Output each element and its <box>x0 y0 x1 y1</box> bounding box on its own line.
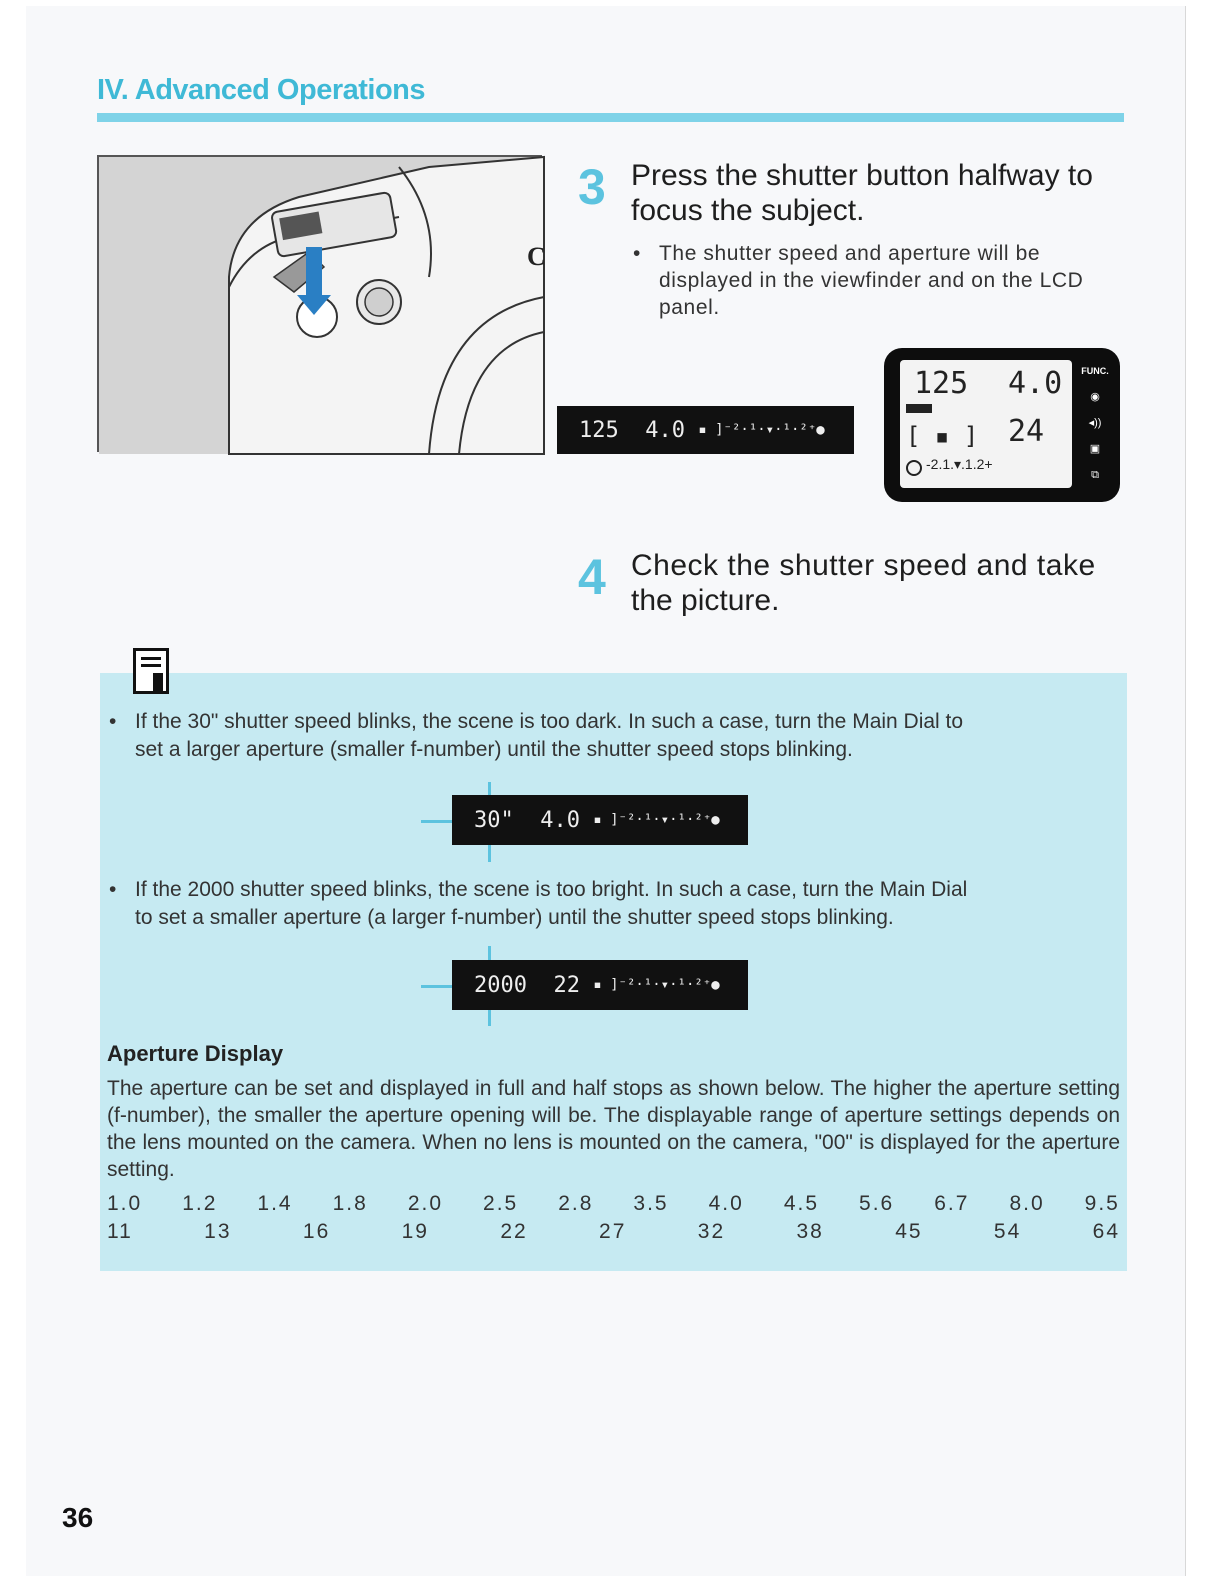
battery-icon <box>906 404 932 413</box>
film-icon: ▣ <box>1089 443 1101 455</box>
lcd-af-point: [ ▪ ] <box>906 422 979 450</box>
display-1-aperture: 4.0 <box>540 807 580 833</box>
aperture-value: 22 <box>500 1220 528 1243</box>
bullet-dot: • <box>109 878 117 901</box>
display-1-scale: ▪ ]⁻²·¹·▾·¹·²⁺● <box>593 812 720 828</box>
aperture-value: 3.5 <box>633 1192 669 1215</box>
viewfinder-display-bright <box>452 960 748 1010</box>
step-3-number: 3 <box>578 159 606 215</box>
aperture-value: 9.5 <box>1084 1192 1120 1215</box>
aperture-value: 38 <box>796 1220 824 1243</box>
aperture-value: 45 <box>895 1220 923 1243</box>
note-1-line2: set a larger aperture (smaller f-number) until the shutter speed stops blinking. <box>135 738 853 761</box>
aperture-value: 1.2 <box>182 1192 218 1215</box>
aperture-value: 19 <box>401 1220 429 1243</box>
note-2-line2: to set a smaller aperture (a larger f-number) until the shutter speed stops blinking. <box>135 906 894 929</box>
lcd-panel <box>884 348 1120 502</box>
lcd-scale: -2.1.▾.1.2+ <box>926 456 993 472</box>
lcd-frame-count: 24 <box>1008 414 1045 449</box>
func-label: FUNC. <box>1081 366 1109 376</box>
step-3-bullet-line3: panel. <box>659 296 720 319</box>
aperture-row-1 <box>107 1192 1120 1216</box>
redeye-icon: ◉ <box>1090 391 1100 403</box>
aperture-row-2 <box>107 1220 1120 1244</box>
note-1-line1: If the 30" shutter speed blinks, the scene is too dark. In such a case, turn the Main Dial to <box>135 710 964 733</box>
viewfinder-aperture: 4.0 <box>645 417 685 443</box>
step-3-heading-line1: Press the shutter button halfway to <box>631 159 1093 192</box>
viewfinder-scale: ▪ ]⁻²·¹·▾·¹·²⁺● <box>698 422 825 438</box>
section-title: IV. Advanced Operations <box>97 74 426 106</box>
note-1 <box>109 708 964 764</box>
display-2-scale: ▪ ]⁻²·¹·▾·¹·²⁺● <box>593 977 720 993</box>
blink-ray <box>421 985 455 988</box>
step-4-heading-line1: Check the shutter speed and take <box>631 549 1096 582</box>
display-2-shutter: 2000 <box>474 972 527 998</box>
drive-mode-icon: ⧉ <box>1091 469 1099 481</box>
step-4-number: 4 <box>578 549 606 605</box>
lcd-side-labels <box>1078 358 1112 488</box>
aperture-value: 8.0 <box>1009 1192 1045 1215</box>
aperture-value: 1.8 <box>332 1192 368 1215</box>
display-1-shutter: 30" <box>474 807 514 833</box>
metering-icon <box>906 460 922 476</box>
lcd-shutter: 125 <box>914 366 969 401</box>
aperture-value: 1.0 <box>107 1192 143 1215</box>
bullet-dot: • <box>109 710 117 733</box>
aperture-value: 27 <box>599 1220 627 1243</box>
aperture-value: 2.5 <box>483 1192 519 1215</box>
camera-illustration <box>97 155 546 452</box>
page-number: 36 <box>62 1502 94 1533</box>
beep-icon: ◂)) <box>1088 417 1102 429</box>
step-3-bullet <box>633 240 1084 321</box>
step-4-heading-line2: the picture. <box>631 584 780 617</box>
blink-ray <box>421 820 455 823</box>
svg-text:C: C <box>527 242 546 271</box>
aperture-value: 2.0 <box>407 1192 444 1215</box>
aperture-value: 11 <box>107 1220 133 1243</box>
lcd-screen <box>900 360 1072 488</box>
aperture-value: 4.0 <box>708 1192 744 1215</box>
note-2-line1: If the 2000 shutter speed blinks, the scene is too bright. In such a case, turn the Main Dial <box>135 878 968 901</box>
viewfinder-display <box>557 406 854 454</box>
aperture-value: 1.4 <box>257 1192 293 1215</box>
aperture-value: 6.7 <box>934 1192 970 1215</box>
aperture-value: 2.8 <box>558 1192 594 1215</box>
aperture-value: 4.5 <box>783 1192 820 1215</box>
header-rule <box>97 113 1124 122</box>
aperture-display-title: Aperture Display <box>107 1041 284 1066</box>
aperture-value: 5.6 <box>859 1192 895 1215</box>
aperture-display-body: The aperture can be set and displayed in full and half stops as shown below. The higher the aperture setting (f-number), the smaller the aperture opening will be. The displayable range of aperture settings depends on the lens mounted on the camera. When no lens is mounted on the camera, "00" is displayed for the aperture setting. <box>107 1077 1120 1181</box>
bullet-dot: • <box>633 242 641 265</box>
aperture-value: 16 <box>302 1220 331 1243</box>
display-2-aperture: 22 <box>553 972 580 998</box>
memo-icon <box>133 648 169 694</box>
aperture-value: 64 <box>1092 1220 1120 1243</box>
camera-drawing <box>99 157 544 454</box>
aperture-value: 13 <box>204 1220 232 1243</box>
note-2 <box>109 876 968 932</box>
viewfinder-shutter: 125 <box>579 417 619 443</box>
lcd-aperture: 4.0 <box>1008 366 1063 401</box>
step-3-bullet-line1: The shutter speed and aperture will be <box>659 242 1041 265</box>
viewfinder-display-dark <box>452 795 748 845</box>
step-3-heading-line2: focus the subject. <box>631 194 865 227</box>
aperture-value: 54 <box>993 1220 1022 1243</box>
aperture-value: 32 <box>697 1220 726 1243</box>
step-3-bullet-line2: displayed in the viewfinder and on the LCD <box>659 269 1084 292</box>
